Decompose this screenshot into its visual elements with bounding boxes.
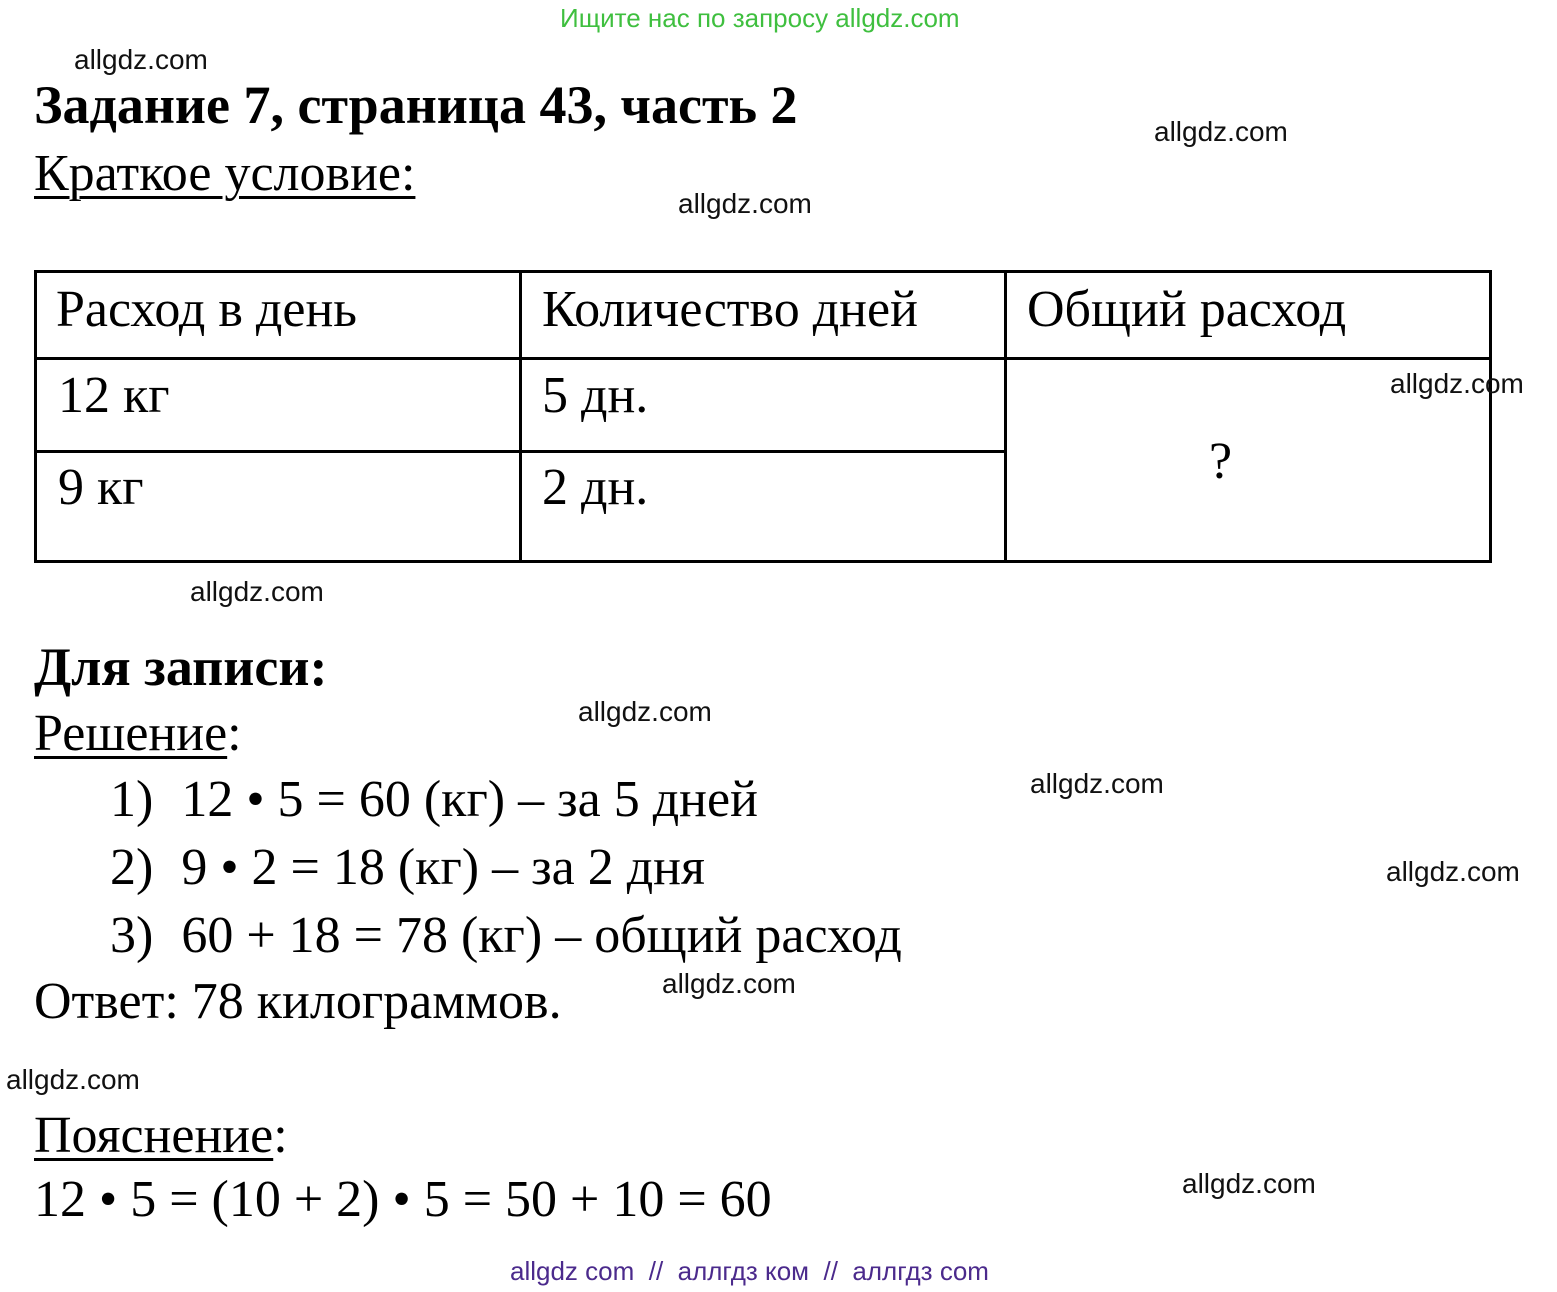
step-text: 9 • 2 = 18 (кг) – за 2 дня <box>181 839 705 896</box>
watermark: allgdz.com <box>6 1064 140 1095</box>
watermark: allgdz.com <box>578 696 712 727</box>
condition-table <box>34 270 1492 563</box>
explanation-label: Пояснение <box>34 1107 274 1164</box>
page-title: Задание 7, страница 43, часть 2 <box>34 75 798 135</box>
table-border <box>34 357 1492 360</box>
table-cell: 5 дн. <box>542 367 649 424</box>
solution-step <box>110 906 902 965</box>
solution-colon: : <box>227 705 242 762</box>
step-number: 1) <box>110 771 154 828</box>
answer: Ответ: 78 килограммов. <box>34 973 562 1030</box>
table-header-total: Общий расход <box>1027 281 1347 338</box>
bottom-banner[interactable]: allgdz com // аллгдз ком // аллгдз com <box>510 1256 989 1286</box>
watermark: allgdz.com <box>1154 116 1288 147</box>
solution-step <box>110 838 705 897</box>
watermark: allgdz.com <box>1390 368 1524 399</box>
condition-heading: Краткое условие: <box>34 145 416 202</box>
watermark: allgdz.com <box>662 968 796 999</box>
watermark: allgdz.com <box>678 188 812 219</box>
step-number: 2) <box>110 839 154 896</box>
record-heading: Для записи: <box>34 637 328 697</box>
watermark: allgdz.com <box>1182 1168 1316 1199</box>
watermark: allgdz.com <box>1030 768 1164 799</box>
explanation-text: 12 • 5 = (10 + 2) • 5 = 50 + 10 = 60 <box>34 1171 772 1228</box>
solution-label: Решение <box>34 705 228 762</box>
explanation-colon: : <box>273 1107 288 1164</box>
table-border <box>34 560 1492 563</box>
solution-step <box>110 770 758 829</box>
watermark: allgdz.com <box>1386 856 1520 887</box>
table-cell: 2 дн. <box>542 459 649 516</box>
step-text: 12 • 5 = 60 (кг) – за 5 дней <box>181 771 758 828</box>
table-cell: 9 кг <box>58 459 144 516</box>
top-banner[interactable]: Ищите нас по запросу allgdz.com <box>560 3 960 33</box>
step-text: 60 + 18 = 78 (кг) – общий расход <box>181 907 902 964</box>
table-border <box>34 270 1492 273</box>
explanation-heading <box>34 1106 288 1165</box>
table-total-unknown: ? <box>1209 433 1233 490</box>
watermark: allgdz.com <box>74 44 208 75</box>
solution-heading <box>34 704 242 763</box>
table-cell: 12 кг <box>58 367 170 424</box>
step-number: 3) <box>110 907 154 964</box>
watermark: allgdz.com <box>190 576 324 607</box>
table-header-days: Количество дней <box>542 281 918 338</box>
table-header-daily-usage: Расход в день <box>56 281 358 338</box>
